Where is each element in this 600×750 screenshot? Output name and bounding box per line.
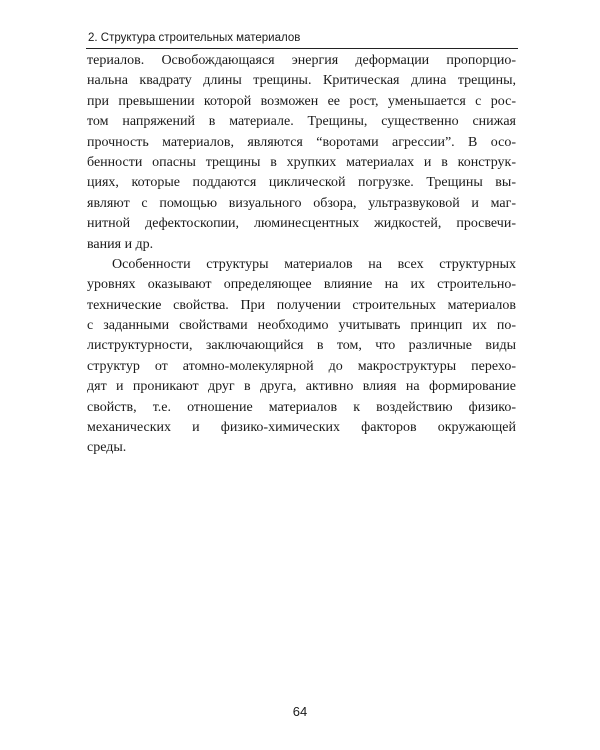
text-line: листруктурности, заключающийся в том, что различные виды [87,338,516,354]
text-line: являют с помощью визуального обзора, ультразвуковой и маг- [87,195,516,211]
text-line: циях, которые поддаются циклической погрузке. Трещины вы- [87,175,516,191]
text-line: дят и проникают друг в друга, активно влияя на формирование [87,379,516,395]
page-number: 64 [292,704,308,719]
text-line: прочность материалов, являются “воротами агрессии”. В осо- [87,134,516,150]
text-line: при превышении которой возможен ее рост, уменьшается с рос- [87,93,516,109]
paragraph [87,255,516,459]
paragraph [87,51,516,255]
text-line: механических и физико-химических факторов окружающей [87,420,516,436]
text-line: структур от атомно-молекулярной до макроструктуры перехо- [87,358,516,374]
text-line: среды. [87,440,127,456]
text-line: том напряжений в материале. Трещины, существенно снижая [87,114,516,130]
running-header: 2. Структура строительных материалов [88,32,301,44]
text-line: технические свойства. При получении строительных материалов [87,297,516,313]
text-line: Особенности структуры материалов на всех структурных [112,256,516,272]
text-line: нитной дефектоскопии, люминесцентных жидкостей, просвечи- [87,216,516,232]
text-line: бенности опасны трещины в хрупких материалах и в конструк- [87,154,516,170]
text-line: нальна квадрату длины трещины. Критическая длина трещины, [87,73,516,89]
text-line: териалов. Освобождающаяся энергия деформации пропорцио- [87,53,516,68]
text-line: уровнях оказывают определяющее влияние на их строительно- [87,277,516,293]
header-rule [86,48,518,49]
text-line: свойств, т.е. отношение материалов к воздействию физико- [87,399,516,415]
text-line: с заданными свойствами необходимо учитывать принцип их по- [87,318,516,334]
body-text [87,51,516,459]
text-line: вания и др. [87,236,154,252]
